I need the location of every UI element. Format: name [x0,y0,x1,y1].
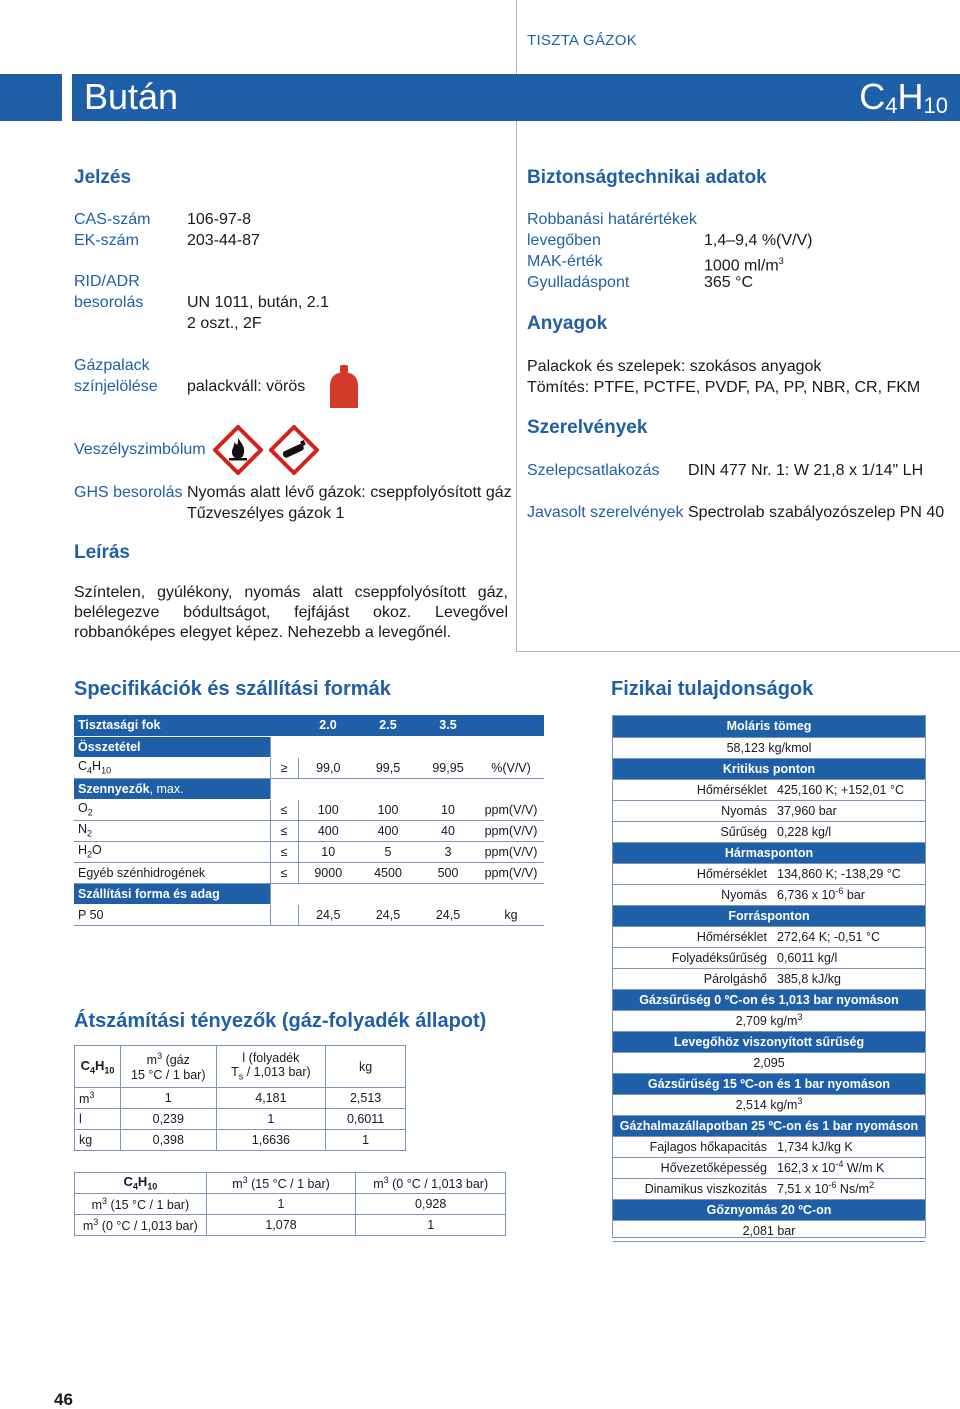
table-cell: Nyomás [613,800,773,821]
table-cell: ppm(V/V) [478,841,544,862]
table-cell: 2,514 $kg/m^3$ [613,1094,925,1115]
table-cell: ≤ [270,841,298,862]
header-divider [516,0,517,74]
cylinder-color-label-2: színjelölése [74,378,158,395]
table-cell: kg [478,904,544,925]
page-title: Bután [84,76,179,117]
table-row [613,1031,925,1052]
table-cell: 99,95 [418,757,478,778]
table-cell: 37,960 bar [773,800,925,821]
table-cell: Gázhalmazállapotban 25 ºC-on és 1 bar nyomáson [613,1115,925,1136]
materials-heading: Anyagok [527,313,608,334]
section-divider [516,651,960,652]
materials-line-1: Palackok és szelepek: szokásos anyagok [527,358,822,375]
table-cell: 1,734 kJ/kg K [773,1136,925,1157]
table-cell: 2,095 [613,1052,925,1073]
ghs-label: GHS besorolás [74,484,183,501]
table-row [75,1109,406,1130]
table-cell: 0,928 [356,1194,506,1215]
ghs-value-2: Tűzveszélyes gázok 1 [187,505,345,522]
cas-value: 106-97-8 [187,211,252,228]
table-cell: $m^3$ (gáz 15 °C / 1 bar) [120,1046,216,1088]
fittings-heading: Szerelvények [527,417,648,438]
table-cell: 1 [356,1215,506,1236]
category-label: TISZTA GÁZOK [527,32,637,49]
table-row [75,1088,406,1109]
conversion-heading: Átszámítási tényezők (gáz-folyadék állapot) [74,1010,487,1032]
table-cell: $m^3$ (0 °C / 1,013 bar) [75,1215,207,1236]
table-cell: P 50 [74,904,270,925]
table-cell: ≤ [270,799,298,820]
column-divider [516,121,517,651]
table-row [613,716,925,737]
table-cell: Hőmérséklet [613,863,773,884]
table-row [613,1073,925,1094]
table-cell: $C_4H_{10}$ [74,757,270,778]
table-cell: 10 [418,799,478,820]
table-row [613,884,925,905]
table-cell: 24,5 [418,904,478,925]
table-cell: 40 [418,820,478,841]
table-cell: Hármasponton [613,842,925,863]
table-cell: $m^3$ [75,1088,121,1109]
table-cell: kg [326,1046,406,1088]
table-cell [478,883,544,904]
table-cell: 9000 [298,862,358,883]
table-cell: l (folyadék $T_s / 1,013$ bar) [216,1046,326,1088]
table-cell [298,778,358,799]
table-row [74,799,544,820]
banner-notch [62,74,72,121]
table-row [74,904,544,925]
table-cell: 500 [418,862,478,883]
in-air-value: 1,4–9,4 %(V/V) [704,232,813,249]
table-cell: Fajlagos hőkapacitás [613,1136,773,1157]
grade: 2.0 [298,715,358,736]
table-cell: 5 [358,841,418,862]
table-cell [418,736,478,757]
table-cell: 99,5 [358,757,418,778]
table-row [613,968,925,989]
spec-table [74,715,544,926]
table-row [613,758,925,779]
table-cell [298,736,358,757]
table-cell: Folyadéksűrűség [613,947,773,968]
table-cell: ppm(V/V) [478,820,544,841]
table-cell: 1 [326,1130,406,1151]
mak-value: 1000 $ml/m^3$ [704,256,784,275]
table-cell: Hőmérséklet [613,926,773,947]
table-cell: Sűrűség [613,821,773,842]
ghs-value-1: Nyomás alatt lévő gázok: cseppfolyósított gáz [187,484,512,501]
cas-label: CAS-szám [74,211,151,228]
table-cell [270,736,298,757]
explosion-limits-label: Robbanási határértékek [527,211,697,228]
table-cell [418,883,478,904]
rid-label-2: besorolás [74,294,144,311]
table-row [75,1194,506,1215]
ignition-value: 365 °C [704,274,754,291]
table-cell: ppm(V/V) [478,862,544,883]
table-cell [478,778,544,799]
table-cell [358,883,418,904]
table-cell: Nyomás [613,884,773,905]
table-cell: 24,5 [358,904,418,925]
gas-cylinder-hazard-icon [269,425,319,475]
table-cell: 1,6636 [216,1130,326,1151]
cylinder-shoulder-icon [326,364,362,408]
table-row [613,779,925,800]
table-cell: 0,6011 [326,1109,406,1130]
table-cell: ≥ [270,757,298,778]
table-cell: 0,6011 kg/l [773,947,925,968]
table-row [613,905,925,926]
table-cell: 58,123 kg/kmol [613,737,925,758]
table-cell [358,736,418,757]
table-cell: 2,081 bar [613,1220,925,1241]
rid-label-1: RID/ADR [74,273,140,290]
table-cell: 425,160 K; +152,01 °C [773,779,925,800]
table-cell: kg [75,1130,121,1151]
table-cell: 0,398 [120,1130,216,1151]
table-row [613,1010,925,1031]
table-cell: 24,5 [298,904,358,925]
table-cell: 1,078 [206,1215,356,1236]
table-row [613,1157,925,1178]
table-row [75,1046,406,1088]
table-cell: 0,239 [120,1109,216,1130]
cylinder-color-label-1: Gázpalack [74,357,150,374]
table-cell: 2,513 [326,1088,406,1109]
table-cell: Gőznyomás 20 ºC-on [613,1199,925,1220]
table-cell: ≤ [270,862,298,883]
table-row [74,841,544,862]
table-cell: Kritikus ponton [613,758,925,779]
table-cell: 7,51 x $10^{-6}$ $Ns/m^2$ [773,1178,925,1199]
conversion-table-2 [74,1172,506,1236]
table-row [613,1199,925,1220]
table-cell: 272,64 K; -0,51 °C [773,926,925,947]
cylinder-color-value: palackváll: vörös [187,378,306,395]
physical-heading: Fizikai tulajdonságok [611,678,814,700]
chemical-formula: $C_4H_{10}$ [859,76,948,118]
table-row [613,737,925,758]
table-cell: 1 [216,1109,326,1130]
table-row [613,842,925,863]
table-cell: Szennyezők, max. [74,778,270,799]
table-cell: 1 [120,1088,216,1109]
description-text: Színtelen, gyúlékony, nyomás alatt cseppfolyósított gáz, belélegezve bódultságot, fejfájást okoz. Levegővel robbanóképes elegyet képez. Nehezebb a levegőnél. [74,584,508,641]
table-cell: $m^3$ (15 °C / 1 bar) [75,1194,207,1215]
spec-heading: Specifikációk és szállítási formák [74,678,391,700]
table-row [613,1115,925,1136]
table-cell: 162,3 x $10^{-4}$ W/m K [773,1157,925,1178]
conversion-table-1 [74,1045,406,1151]
table-cell: Dinamikus viszkozitás [613,1178,773,1199]
table-cell: 4,181 [216,1088,326,1109]
jelzes-heading: Jelzés [74,167,132,188]
rid-value-2: 2 oszt., 2F [187,315,262,332]
table-cell [270,883,298,904]
table-cell [478,736,544,757]
table-cell: $N_2$ [74,820,270,841]
table-cell: Forrásponton [613,905,925,926]
table-cell: ppm(V/V) [478,799,544,820]
grade: 2.5 [358,715,418,736]
materials-line-2: Tömítés: PTFE, PCTFE, PVDF, PA, PP, NBR, CR, FKM [527,379,921,396]
ignition-label: Gyulladáspont [527,274,630,291]
composition-row [74,736,544,757]
ek-label: EK-szám [74,232,139,249]
table-cell: 400 [358,820,418,841]
table-cell: 0,228 kg/l [773,821,925,842]
table-cell: 6,736 x $10^{-6}$ bar [773,884,925,905]
table-cell: Párolgáshő [613,968,773,989]
impurities-row [74,778,544,799]
table-cell: 134,860 K; -138,29 °C [773,863,925,884]
table-cell: 400 [298,820,358,841]
table-row [613,947,925,968]
table-cell: Hővezetőképesség [613,1157,773,1178]
mak-label: MAK-érték [527,253,603,270]
rid-value-1: UN 1011, bután, 2.1 [187,294,330,311]
table-row [613,926,925,947]
table-row [613,821,925,842]
table-cell: Gázsűrűség 0 ºC-on és 1,013 bar nyomáson [613,989,925,1010]
ek-value: 203-44-87 [187,232,260,249]
valve-connection-label: Szelepcsatlakozás [527,462,660,479]
table-row [613,1136,925,1157]
in-air-label: levegőben [527,232,601,249]
table-cell: 99,0 [298,757,358,778]
description-heading: Leírás [74,542,130,563]
table-cell: 3 [418,841,478,862]
grade: 3.5 [418,715,478,736]
page-number: 46 [54,1390,73,1409]
table-cell: $m^3$ (15 °C / 1 bar) [206,1173,356,1194]
purity-label: Tisztasági fok [74,715,270,736]
table-cell: Levegőhöz viszonyított sűrűség [613,1031,925,1052]
table-cell: $m^3$ (0 °C / 1,013 bar) [356,1173,506,1194]
table-cell: Moláris tömeg [613,716,925,737]
table-cell: 385,8 kJ/kg [773,968,925,989]
purity-row [74,715,544,736]
flame-hazard-icon [213,425,263,475]
table-row [74,757,544,778]
table-cell [270,778,298,799]
table-cell: 1 [206,1194,356,1215]
table-cell: Gázsűrűség 15 ºC-on és 1 bar nyomáson [613,1073,925,1094]
transport-row [74,883,544,904]
table-cell [358,778,418,799]
table-row [613,1052,925,1073]
table-cell: 100 [358,799,418,820]
table-cell [270,904,298,925]
table-cell: 2,709 $kg/m^3$ [613,1010,925,1031]
table-row [74,820,544,841]
transport-label: Szállítási forma és adag [74,883,270,904]
table-cell: l [75,1109,121,1130]
table-cell: $C_4H_{10}$ [75,1046,121,1088]
hazard-symbol-label: Veszélyszimbólum [74,441,206,458]
table-row [75,1130,406,1151]
table-cell: 100 [298,799,358,820]
valve-connection-value: DIN 477 Nr. 1: W 21,8 x 1/14" LH [688,462,924,479]
table-row [613,1178,925,1199]
table-cell: 10 [298,841,358,862]
table-row [613,989,925,1010]
table-cell: $H_2O$ [74,841,270,862]
table-cell: 4500 [358,862,418,883]
table-cell: %(V/V) [478,757,544,778]
physical-table [613,716,925,1242]
recommended-fittings-value: Spectrolab szabályozószelep PN 40 [688,504,945,521]
table-cell [418,778,478,799]
table-cell [478,715,544,736]
table-row [613,863,925,884]
table-row [613,1094,925,1115]
table-cell: $O_2$ [74,799,270,820]
table-row [74,862,544,883]
safety-heading: Biztonságtechnikai adatok [527,167,767,188]
table-cell [298,883,358,904]
table-row [613,1220,925,1241]
table-cell [270,715,298,736]
table-cell: Egyéb szénhidrogének [74,862,270,883]
table-cell: $C_4H_{10}$ [75,1173,207,1194]
table-cell: Hőmérséklet [613,779,773,800]
table-row [613,800,925,821]
table-row [75,1215,506,1236]
composition-label: Összetétel [74,736,270,757]
recommended-fittings-label: Javasolt szerelvények [527,504,684,521]
table-cell: ≤ [270,820,298,841]
table-row [75,1173,506,1194]
